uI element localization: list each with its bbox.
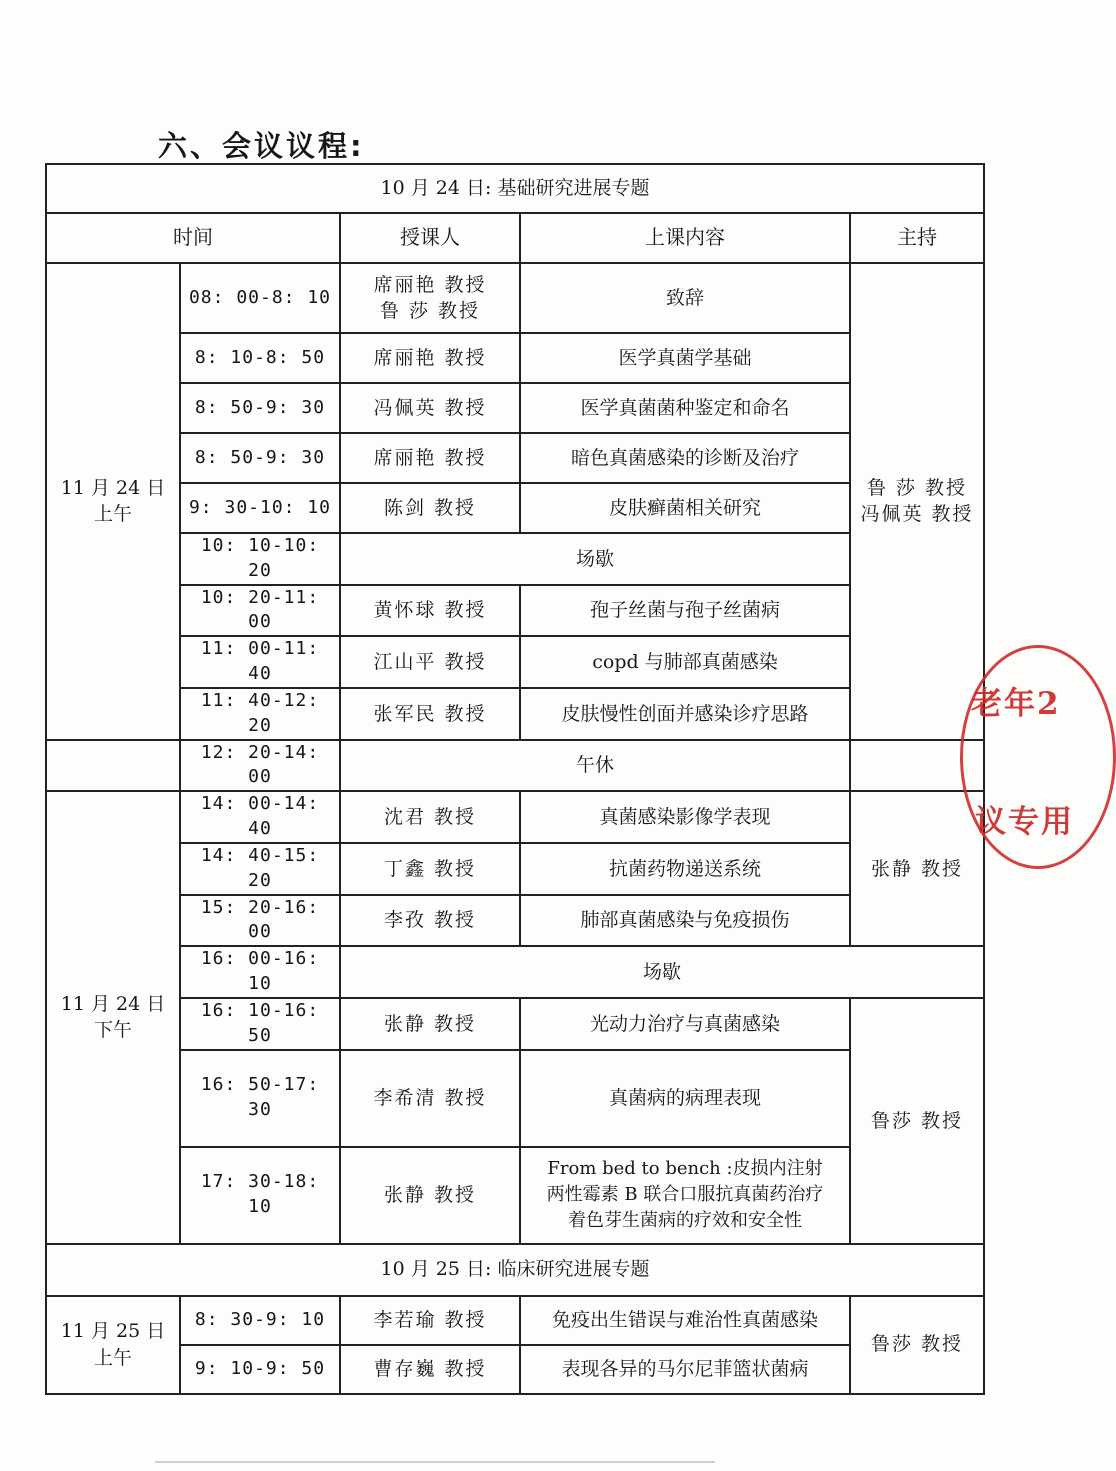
- session-time: 14: 40-15: 20: [180, 843, 340, 895]
- stamp-text-bottom: 议专用: [975, 804, 1074, 840]
- session-row: [46, 1050, 984, 1147]
- session-row: [46, 1345, 984, 1394]
- session-speaker: 张静 教授: [340, 998, 520, 1050]
- break-label: 场歇: [340, 533, 850, 585]
- session-row: [46, 585, 984, 637]
- session-time: 15: 20-16: 00: [180, 895, 340, 947]
- session-content: 真菌病的病理表现: [520, 1050, 850, 1147]
- session-time: 14: 00-14: 40: [180, 791, 340, 843]
- session-content: 暗色真菌感染的诊断及治疗: [520, 433, 850, 483]
- day-title-row: [46, 1244, 984, 1296]
- session-row: [46, 483, 984, 533]
- session-speaker: 黄怀球 教授: [340, 585, 520, 637]
- session-content: copd 与肺部真菌感染: [520, 636, 850, 688]
- day1-title: 10 月 24 日: 基础研究进展专题: [46, 164, 984, 213]
- header-speaker: 授课人: [340, 213, 520, 263]
- session-row: [46, 383, 984, 433]
- group-label: 11 月 24 日 上午: [46, 263, 180, 740]
- session-time: 16: 00-16: 10: [180, 946, 340, 998]
- session-row: [46, 263, 984, 333]
- session-content: From bed to bench :皮损内注射 两性霉素 B 联合口服抗真菌药治疗 着色芽生菌病的疗效和安全性: [520, 1147, 850, 1244]
- session-content: 表现各异的马尔尼菲篮状菌病: [520, 1345, 850, 1394]
- session-time: 16: 10-16: 50: [180, 998, 340, 1050]
- session-row: [46, 636, 984, 688]
- group-label: 11 月 24 日 下午: [46, 791, 180, 1243]
- session-speaker: 李希清 教授: [340, 1050, 520, 1147]
- session-speaker: 冯佩英 教授: [340, 383, 520, 433]
- day2-title: 10 月 25 日: 临床研究进展专题: [46, 1244, 984, 1296]
- stamp-text-top: 老年2: [971, 686, 1061, 722]
- session-time: 17: 30-18: 10: [180, 1147, 340, 1244]
- session-content: 皮肤慢性创面并感染诊疗思路: [520, 688, 850, 740]
- session-time: 10: 10-10: 20: [180, 533, 340, 585]
- session-row: [46, 998, 984, 1050]
- break-row: [46, 533, 984, 585]
- empty-cell: [850, 740, 984, 792]
- session-speaker: 张军民 教授: [340, 688, 520, 740]
- session-row: [46, 433, 984, 483]
- session-time: 8: 50-9: 30: [180, 433, 340, 483]
- session-row: [46, 333, 984, 383]
- break-label: 场歇: [340, 946, 984, 998]
- session-content: 致辞: [520, 263, 850, 333]
- session-time: 8: 30-9: 10: [180, 1296, 340, 1345]
- session-content: 医学真菌菌种鉴定和命名: [520, 383, 850, 433]
- session-time: 8: 50-9: 30: [180, 383, 340, 433]
- session-time: 10: 20-11: 00: [180, 585, 340, 637]
- day-title-row: [46, 164, 984, 213]
- lunch-label: 午休: [340, 740, 850, 792]
- session-content: 光动力治疗与真菌感染: [520, 998, 850, 1050]
- session-content: 医学真菌学基础: [520, 333, 850, 383]
- session-row: [46, 791, 984, 843]
- footer-divider: [155, 1461, 715, 1463]
- session-speaker: 江山平 教授: [340, 636, 520, 688]
- header-host: 主持: [850, 213, 984, 263]
- break-row: [46, 946, 984, 998]
- agenda-table: [45, 163, 985, 1395]
- header-content: 上课内容: [520, 213, 850, 263]
- empty-cell: [46, 740, 180, 792]
- session-time: 8: 10-8: 50: [180, 333, 340, 383]
- group-label: 11 月 25 日 上午: [46, 1296, 180, 1394]
- session-content: 真菌感染影像学表现: [520, 791, 850, 843]
- host-cell: 鲁莎 教授: [850, 998, 984, 1244]
- session-time: 16: 50-17: 30: [180, 1050, 340, 1147]
- session-speaker: 陈剑 教授: [340, 483, 520, 533]
- session-time: 08: 00-8: 10: [180, 263, 340, 333]
- session-speaker: 李若瑜 教授: [340, 1296, 520, 1345]
- session-time: 9: 30-10: 10: [180, 483, 340, 533]
- session-time: 11: 00-11: 40: [180, 636, 340, 688]
- session-speaker: 席丽艳 教授: [340, 333, 520, 383]
- session-row: [46, 1296, 984, 1345]
- session-time: 9: 10-9: 50: [180, 1345, 340, 1394]
- session-speaker: 曹存巍 教授: [340, 1345, 520, 1394]
- session-speaker: 席丽艳 教授 鲁 莎 教授: [340, 263, 520, 333]
- host-cell: 张静 教授: [850, 791, 984, 946]
- header-row: [46, 213, 984, 263]
- session-speaker: 丁鑫 教授: [340, 843, 520, 895]
- session-row: [46, 843, 984, 895]
- session-row: [46, 1147, 984, 1244]
- session-speaker: 席丽艳 教授: [340, 433, 520, 483]
- session-speaker: 沈君 教授: [340, 791, 520, 843]
- session-content: 肺部真菌感染与免疫损伤: [520, 895, 850, 947]
- host-cell: 鲁 莎 教授 冯佩英 教授: [850, 263, 984, 740]
- session-time: 12: 20-14: 00: [180, 740, 340, 792]
- session-row: [46, 688, 984, 740]
- session-content: 免疫出生错误与难治性真菌感染: [520, 1296, 850, 1345]
- session-row: [46, 895, 984, 947]
- session-speaker: 李孜 教授: [340, 895, 520, 947]
- session-time: 11: 40-12: 20: [180, 688, 340, 740]
- page-heading: 六、会议议程:: [158, 129, 365, 163]
- session-speaker: 张静 教授: [340, 1147, 520, 1244]
- session-content: 抗菌药物递送系统: [520, 843, 850, 895]
- session-content: 孢子丝菌与孢子丝菌病: [520, 585, 850, 637]
- host-cell: 鲁莎 教授: [850, 1296, 984, 1394]
- session-content: 皮肤癣菌相关研究: [520, 483, 850, 533]
- lunch-row: [46, 740, 984, 792]
- header-time: 时间: [46, 213, 340, 263]
